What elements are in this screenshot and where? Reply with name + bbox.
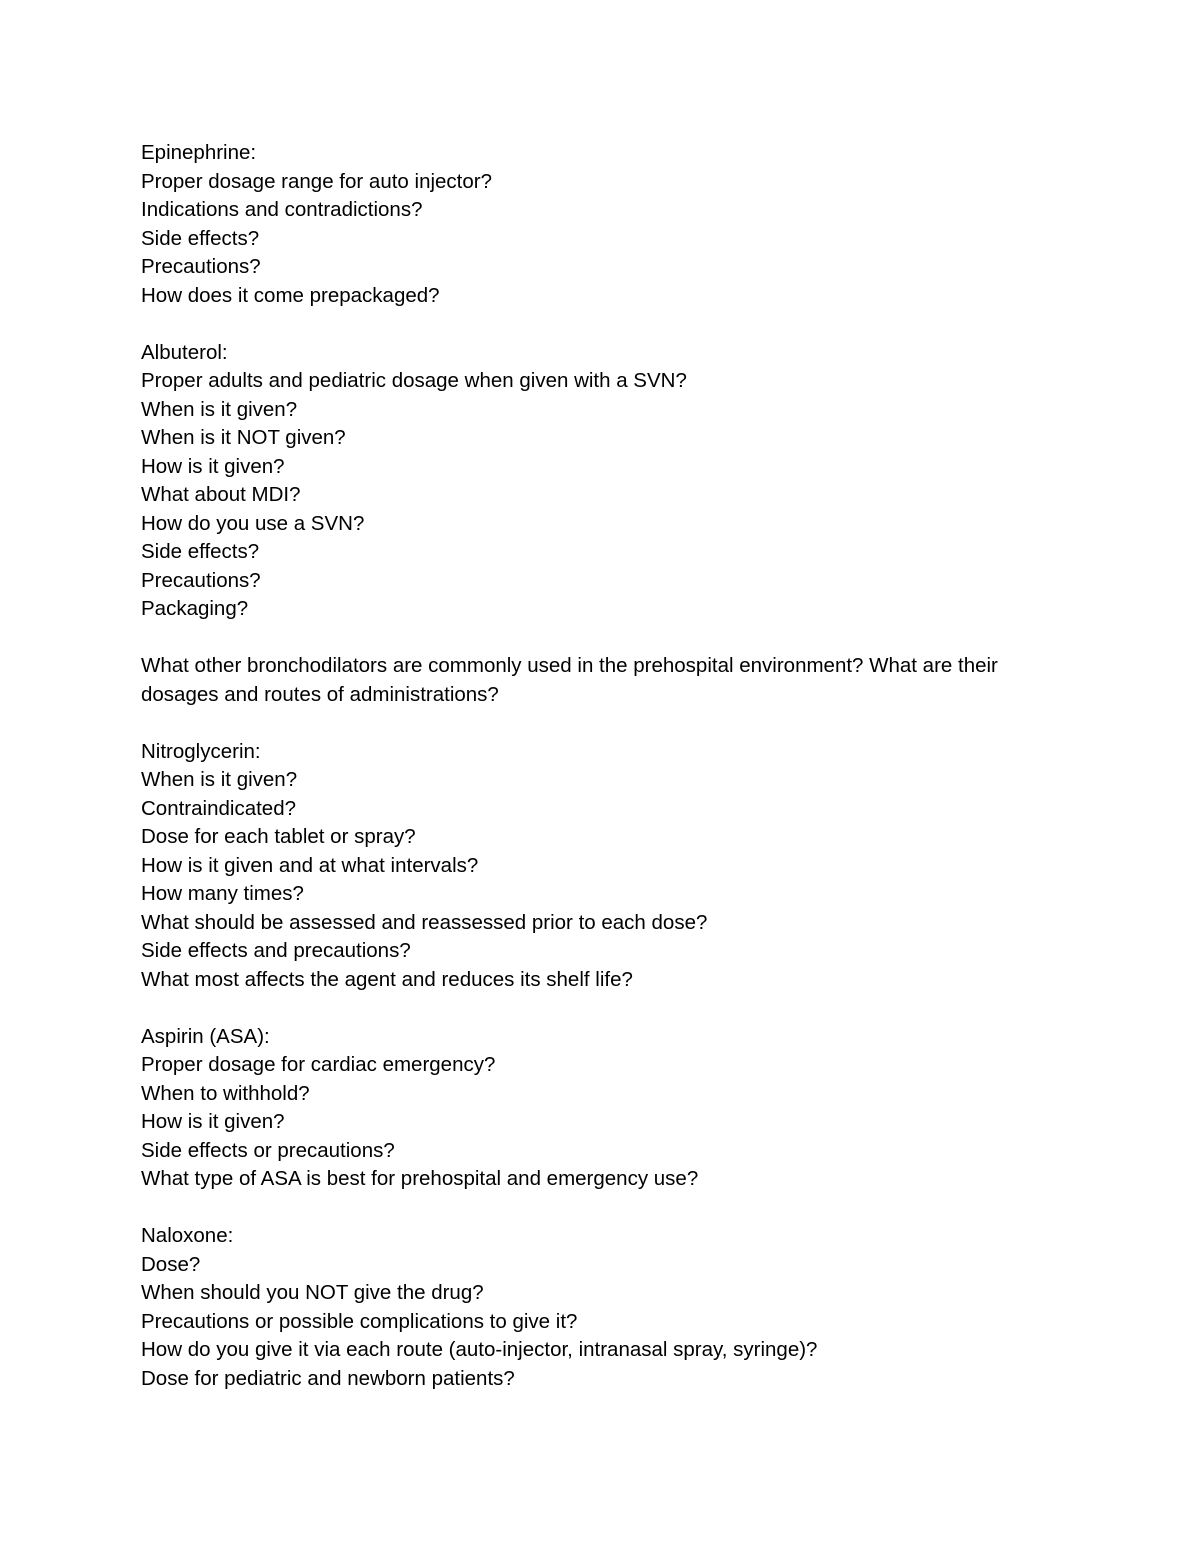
- question-line: Indications and contradictions?: [141, 198, 423, 221]
- question-line: Proper dosage range for auto injector?: [141, 169, 493, 193]
- question-line: Side effects?: [141, 540, 260, 563]
- question-line: When is it given?: [141, 768, 298, 791]
- question-line: Proper dosage for cardiac emergency?: [141, 1053, 496, 1076]
- section-heading: Aspirin (ASA):: [141, 1024, 270, 1048]
- question-line: When is it given?: [141, 397, 298, 421]
- section-heading: Naloxone:: [141, 1224, 234, 1247]
- question-line: How is it given and at what intervals?: [141, 853, 479, 877]
- question-line: What should be assessed and reassessed prior to each dose?: [141, 910, 708, 934]
- question-line: When is it NOT given?: [141, 426, 346, 449]
- question-line: Precautions?: [141, 255, 261, 278]
- section-heading: Nitroglycerin:: [141, 739, 261, 763]
- question-line: How is it given?: [141, 454, 285, 478]
- question-line: Proper adults and pediatric dosage when given with a SVN?: [141, 369, 687, 392]
- question-line: How do you use a SVN?: [141, 511, 365, 535]
- section-bronchodilators: [141, 652, 1071, 709]
- question-line: Side effects?: [141, 226, 260, 250]
- question-line: When should you NOT give the drug?: [141, 1281, 484, 1304]
- section-aspirin: [141, 1023, 1071, 1194]
- section-heading: Albuterol:: [141, 340, 228, 364]
- question-line: What most affects the agent and reduces its shelf life?: [141, 967, 633, 991]
- section-heading: Epinephrine:: [141, 141, 257, 164]
- question-line: Packaging?: [141, 597, 249, 620]
- question-line: Dose for each tablet or spray?: [141, 825, 416, 848]
- section-epinephrine: [141, 139, 1071, 310]
- question-line: Side effects and precautions?: [141, 939, 411, 962]
- question-line: When to withhold?: [141, 1081, 310, 1105]
- question-line: How do you give it via each route (auto-injector, intranasal spray, syringe)?: [141, 1338, 818, 1361]
- question-line: What about MDI?: [141, 483, 301, 506]
- question-line: Dose?: [141, 1252, 201, 1276]
- question-line: Contraindicated?: [141, 796, 296, 820]
- question-line: Dose for pediatric and newborn patients?: [141, 1366, 515, 1390]
- section-naloxone: [141, 1222, 1071, 1393]
- bronchodilators-paragraph: What other bronchodilators are commonly used in the prehospital environment? What are their dosages and routes of administrations?: [141, 654, 998, 706]
- question-line: Side effects or precautions?: [141, 1138, 395, 1162]
- document-body: [141, 139, 1071, 1422]
- question-line: How many times?: [141, 882, 304, 905]
- section-albuterol: [141, 339, 1071, 624]
- section-nitroglycerin: [141, 738, 1071, 995]
- question-line: How does it come prepackaged?: [141, 283, 440, 307]
- question-line: How is it given?: [141, 1110, 285, 1133]
- question-line: What type of ASA is best for prehospital and emergency use?: [141, 1167, 699, 1190]
- question-line: Precautions?: [141, 568, 261, 592]
- question-line: Precautions or possible complications to give it?: [141, 1309, 578, 1333]
